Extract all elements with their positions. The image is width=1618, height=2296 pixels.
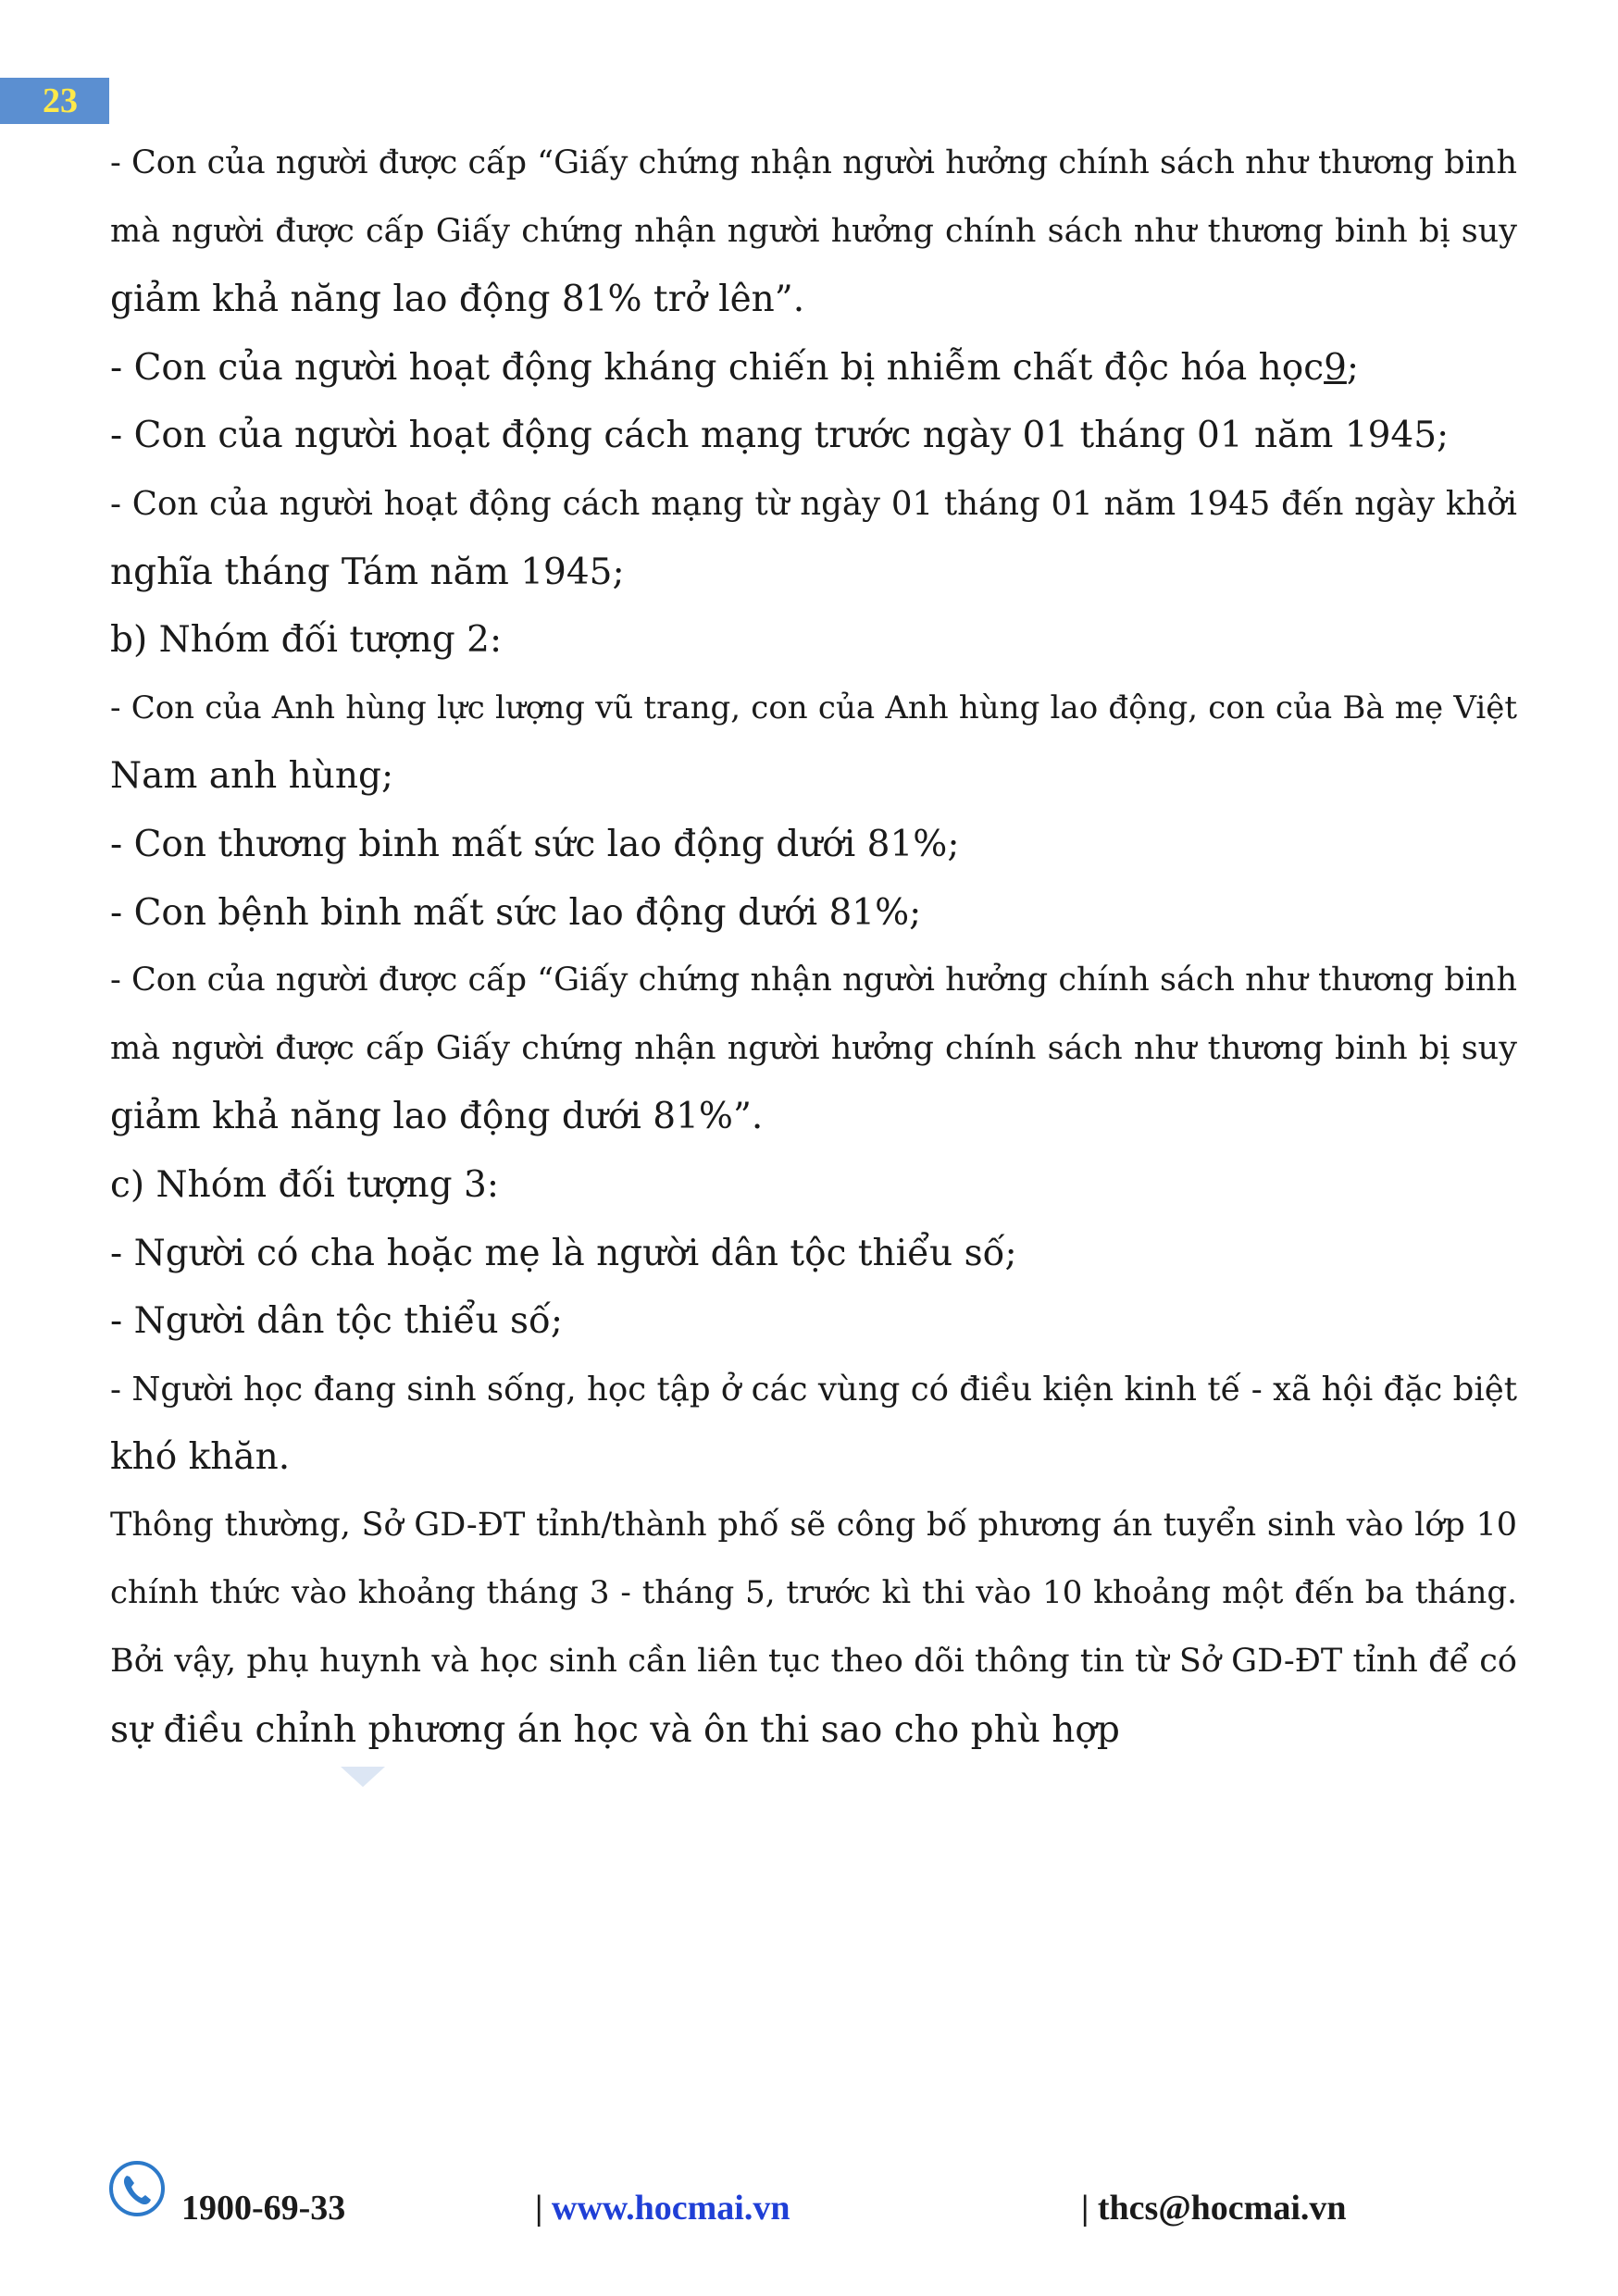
email-link[interactable]: thcs@hocmai.vn	[1097, 2189, 1347, 2228]
document-body	[110, 130, 1517, 1764]
footer-phone: 1900-69-33	[181, 2189, 346, 2228]
scroll-down-arrow-icon	[341, 1767, 385, 1787]
line-text: Nam anh hùng;	[110, 755, 394, 798]
footer-website[interactable]	[535, 2188, 790, 2228]
footer-separator: |	[535, 2189, 552, 2228]
footnote-reference[interactable]: 9	[1324, 346, 1347, 389]
text-line	[110, 1015, 1517, 1084]
line-text: mà người được cấp Giấy chứng nhận người hưởng chính sách như thương binh bị suy	[110, 212, 1517, 250]
text-line	[110, 879, 1517, 948]
text-line	[110, 1492, 1517, 1560]
line-text: Bởi vậy, phụ huynh và học sinh cần liên tục theo dõi thông tin từ Sở GD-ĐT tỉnh để có	[110, 1643, 1517, 1681]
line-text: nghĩa tháng Tám năm 1945;	[110, 551, 625, 593]
line-text: chính thức vào khoảng tháng 3 - tháng 5, trước kì thi vào 10 khoảng một đến ba tháng.	[110, 1574, 1517, 1612]
text-line	[110, 1559, 1517, 1628]
text-line	[110, 402, 1517, 470]
website-link[interactable]: www.hocmai.vn	[551, 2189, 790, 2228]
line-suffix: ;	[1346, 346, 1360, 389]
line-text: b) Nhóm đối tượng 2:	[110, 619, 503, 662]
line-text: - Người có cha hoặc mẹ là người dân tộc thiểu số;	[110, 1232, 1017, 1274]
line-text: - Con của người được cấp “Giấy chứng nhận người hưởng chính sách như thương binh	[110, 962, 1517, 999]
text-line	[110, 1083, 1517, 1151]
line-text: mà người được cấp Giấy chứng nhận người hưởng chính sách như thương binh bị suy	[110, 1029, 1517, 1067]
text-line	[110, 606, 1517, 675]
text-line	[110, 811, 1517, 879]
line-text: khó khăn.	[110, 1436, 291, 1479]
line-text: Thông thường, Sở GD-ĐT tỉnh/thành phố sẽ công bố phương án tuyển sinh vào lớp 10	[110, 1506, 1517, 1544]
text-line	[110, 1423, 1517, 1492]
text-line	[110, 1287, 1517, 1356]
text-line	[110, 539, 1517, 607]
text-line	[110, 947, 1517, 1015]
line-text: - Người học đang sinh sống, học tập ở các vùng có điều kiện kinh tế - xã hội đặc biệt	[110, 1370, 1517, 1409]
text-line	[110, 1696, 1517, 1765]
page-footer	[0, 2147, 1618, 2240]
line-text: giảm khả năng lao động dưới 81%”.	[110, 1096, 764, 1138]
line-text: - Con của người được cấp “Giấy chứng nhận người hưởng chính sách như thương binh	[110, 144, 1517, 181]
text-line	[110, 742, 1517, 811]
line-text: - Con của người hoạt động cách mạng từ ngày 01 tháng 01 năm 1945 đến ngày khởi	[110, 484, 1517, 523]
line-text: c) Nhóm đối tượng 3:	[110, 1163, 499, 1206]
line-text: - Người dân tộc thiểu số;	[110, 1300, 564, 1343]
text-line	[110, 1220, 1517, 1288]
line-text: - Con của người hoạt động cách mạng trước ngày 01 tháng 01 năm 1945;	[110, 415, 1450, 457]
text-line	[110, 198, 1517, 267]
text-line	[110, 334, 1517, 403]
phone-icon	[108, 2160, 166, 2217]
footer-email[interactable]	[1081, 2188, 1347, 2228]
text-line	[110, 470, 1517, 539]
text-line	[110, 1356, 1517, 1424]
text-line	[110, 266, 1517, 334]
line-text: - Con của Anh hùng lực lượng vũ trang, con của Anh hùng lao động, con của Bà mẹ Việt	[110, 689, 1517, 726]
line-text: giảm khả năng lao động 81% trở lên”.	[110, 279, 805, 321]
text-line	[110, 675, 1517, 743]
line-text: - Con bệnh binh mất sức lao động dưới 81%;	[110, 891, 922, 934]
text-line	[110, 1628, 1517, 1696]
line-text: - Con thương binh mất sức lao động dưới 81%;	[110, 823, 960, 865]
line-text: sự điều chỉnh phương án học và ôn thi sao cho phù hợp	[110, 1708, 1120, 1751]
page-number: 23	[0, 78, 109, 124]
line-text: - Con của người hoạt động kháng chiến bị nhiễm chất độc hóa học	[110, 346, 1325, 389]
text-line	[110, 1151, 1517, 1220]
footer-separator: |	[1081, 2189, 1098, 2228]
text-line	[110, 130, 1517, 198]
